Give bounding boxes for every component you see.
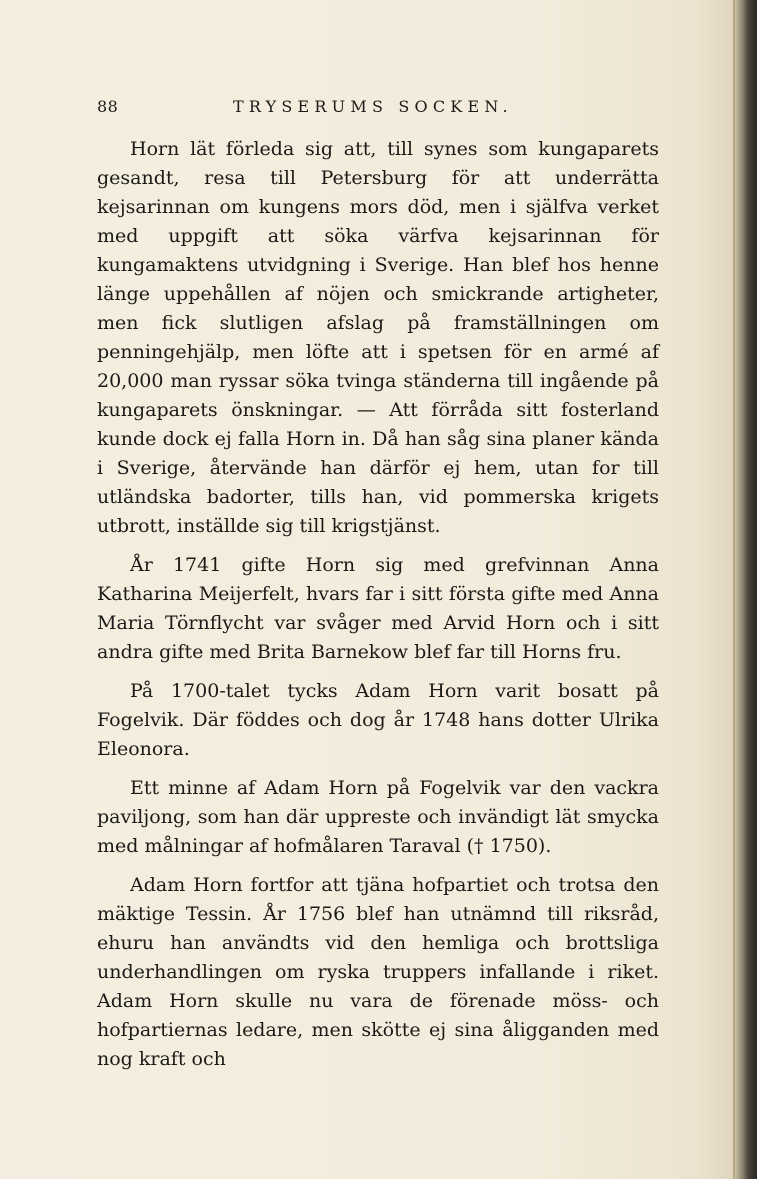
paragraph: År 1741 gifte Horn sig med grefvinnan Anna Katharina Meijerfelt, hvars far i sitt första gifte med Anna Maria Törnflycht var svåger med Arvid Horn och i sitt andra gifte med Brita Barnekow blef far till Horns fru. <box>97 554 659 663</box>
running-title: TRYSERUMS SOCKEN. <box>233 97 513 116</box>
page-edge <box>735 0 757 1179</box>
paragraph: Ett minne af Adam Horn på Fogelvik var den vackra paviljong, som han där uppreste och invändigt lät smycka med målningar af hofmålaren Taraval († 1750). <box>97 777 659 857</box>
page-header <box>97 97 657 121</box>
paragraph: Adam Horn fortfor att tjäna hofpartiet och trotsa den mäktige Tessin. År 1756 blef han utnämnd till riksråd, ehuru han användts vid den hemliga och brottsliga underhandlingen om ryska truppers infallande i riket. Adam Horn skulle nu vara de förenade möss- och hofpartiernas ledare, men skötte ej sina åligganden med nog kraft och <box>97 874 659 1070</box>
body-text <box>97 135 659 1084</box>
paragraph: På 1700-talet tycks Adam Horn varit bosatt på Fogelvik. Där föddes och dog år 1748 hans dotter Ulrika Eleonora. <box>97 680 659 760</box>
page-number: 88 <box>97 97 119 116</box>
paragraph: Horn lät förleda sig att, till synes som kungaparets gesandt, resa till Petersburg för att underrätta kejsarinnan om kungens mors död, men i själfva verket med uppgift att söka värfva kejsarinnan för kungamaktens utvidgning i Sverige. Han blef hos henne länge uppehållen af nöjen och smickrande artigheter, men fick slutligen afslag på framställningen om penningehjälp, men löfte att i spetsen för en armé af 20,000 man ryssar söka tvinga ständerna till ingående på kungaparets önskningar. — Att förråda sitt fosterland kunde dock ej falla Horn in. Då han såg sina planer kända i Sverige, återvände han därför ej hem, utan for till utländska badorter, tills han, vid pommerska krigets utbrott, inställde sig till krigstjänst. <box>97 138 659 537</box>
